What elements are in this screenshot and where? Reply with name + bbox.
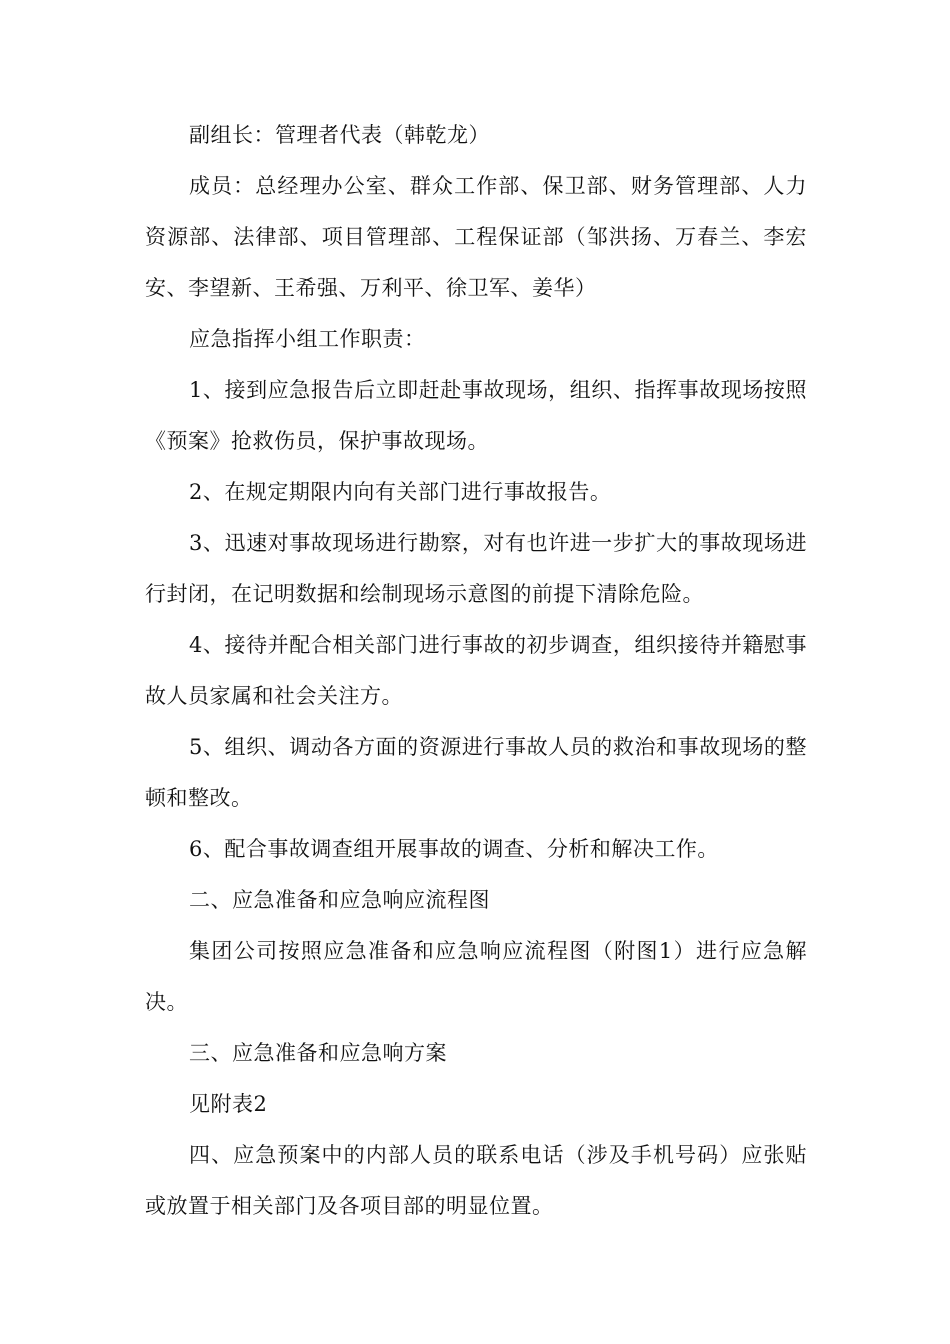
paragraph-duty-5: 5、组织、调动各方面的资源进行事故人员的救治和事故现场的整顿和整改。	[145, 735, 807, 810]
section-heading-3: 三、应急准备和应急响方案	[189, 1041, 447, 1065]
paragraph-duty-1: 1、接到应急报告后立即赶赴事故现场，组织、指挥事故现场按照《预案》抢救伤员，保护事故现场。	[145, 378, 807, 453]
paragraph-duty-2: 2、在规定期限内向有关部门进行事故报告。	[189, 480, 612, 504]
paragraph-duties-heading: 应急指挥小组工作职责：	[189, 327, 426, 351]
paragraph-duty-4: 4、接待并配合相关部门进行事故的初步调查，组织接待并籍慰事故人员家属和社会关注方。	[145, 633, 807, 708]
paragraph-duty-3: 3、迅速对事故现场进行勘察，对有也许进一步扩大的事故现场进行封闭，在记明数据和绘制现场示意图的前提下清除危险。	[145, 531, 807, 606]
paragraph-flowchart: 集团公司按照应急准备和应急响应流程图（附图1）进行应急解决。	[145, 939, 807, 1014]
paragraph-section-4: 四、应急预案中的内部人员的联系电话（涉及手机号码）应张贴或放置于相关部门及各项目部的明显位置。	[145, 1143, 807, 1218]
section-heading-2: 二、应急准备和应急响应流程图	[189, 888, 490, 912]
paragraph-duty-6: 6、配合事故调查组开展事故的调查、分析和解决工作。	[189, 837, 719, 861]
paragraph-deputy-leader: 副组长：管理者代表（韩乾龙）	[189, 123, 490, 147]
document-body	[145, 110, 807, 1232]
paragraph-members: 成员：总经理办公室、群众工作部、保卫部、财务管理部、人力资源部、法律部、项目管理部、工程保证部（邹洪扬、万春兰、李宏安、李望新、王希强、万利平、徐卫军、姜华）	[145, 174, 807, 300]
paragraph-see-table: 见附表2	[189, 1092, 268, 1116]
